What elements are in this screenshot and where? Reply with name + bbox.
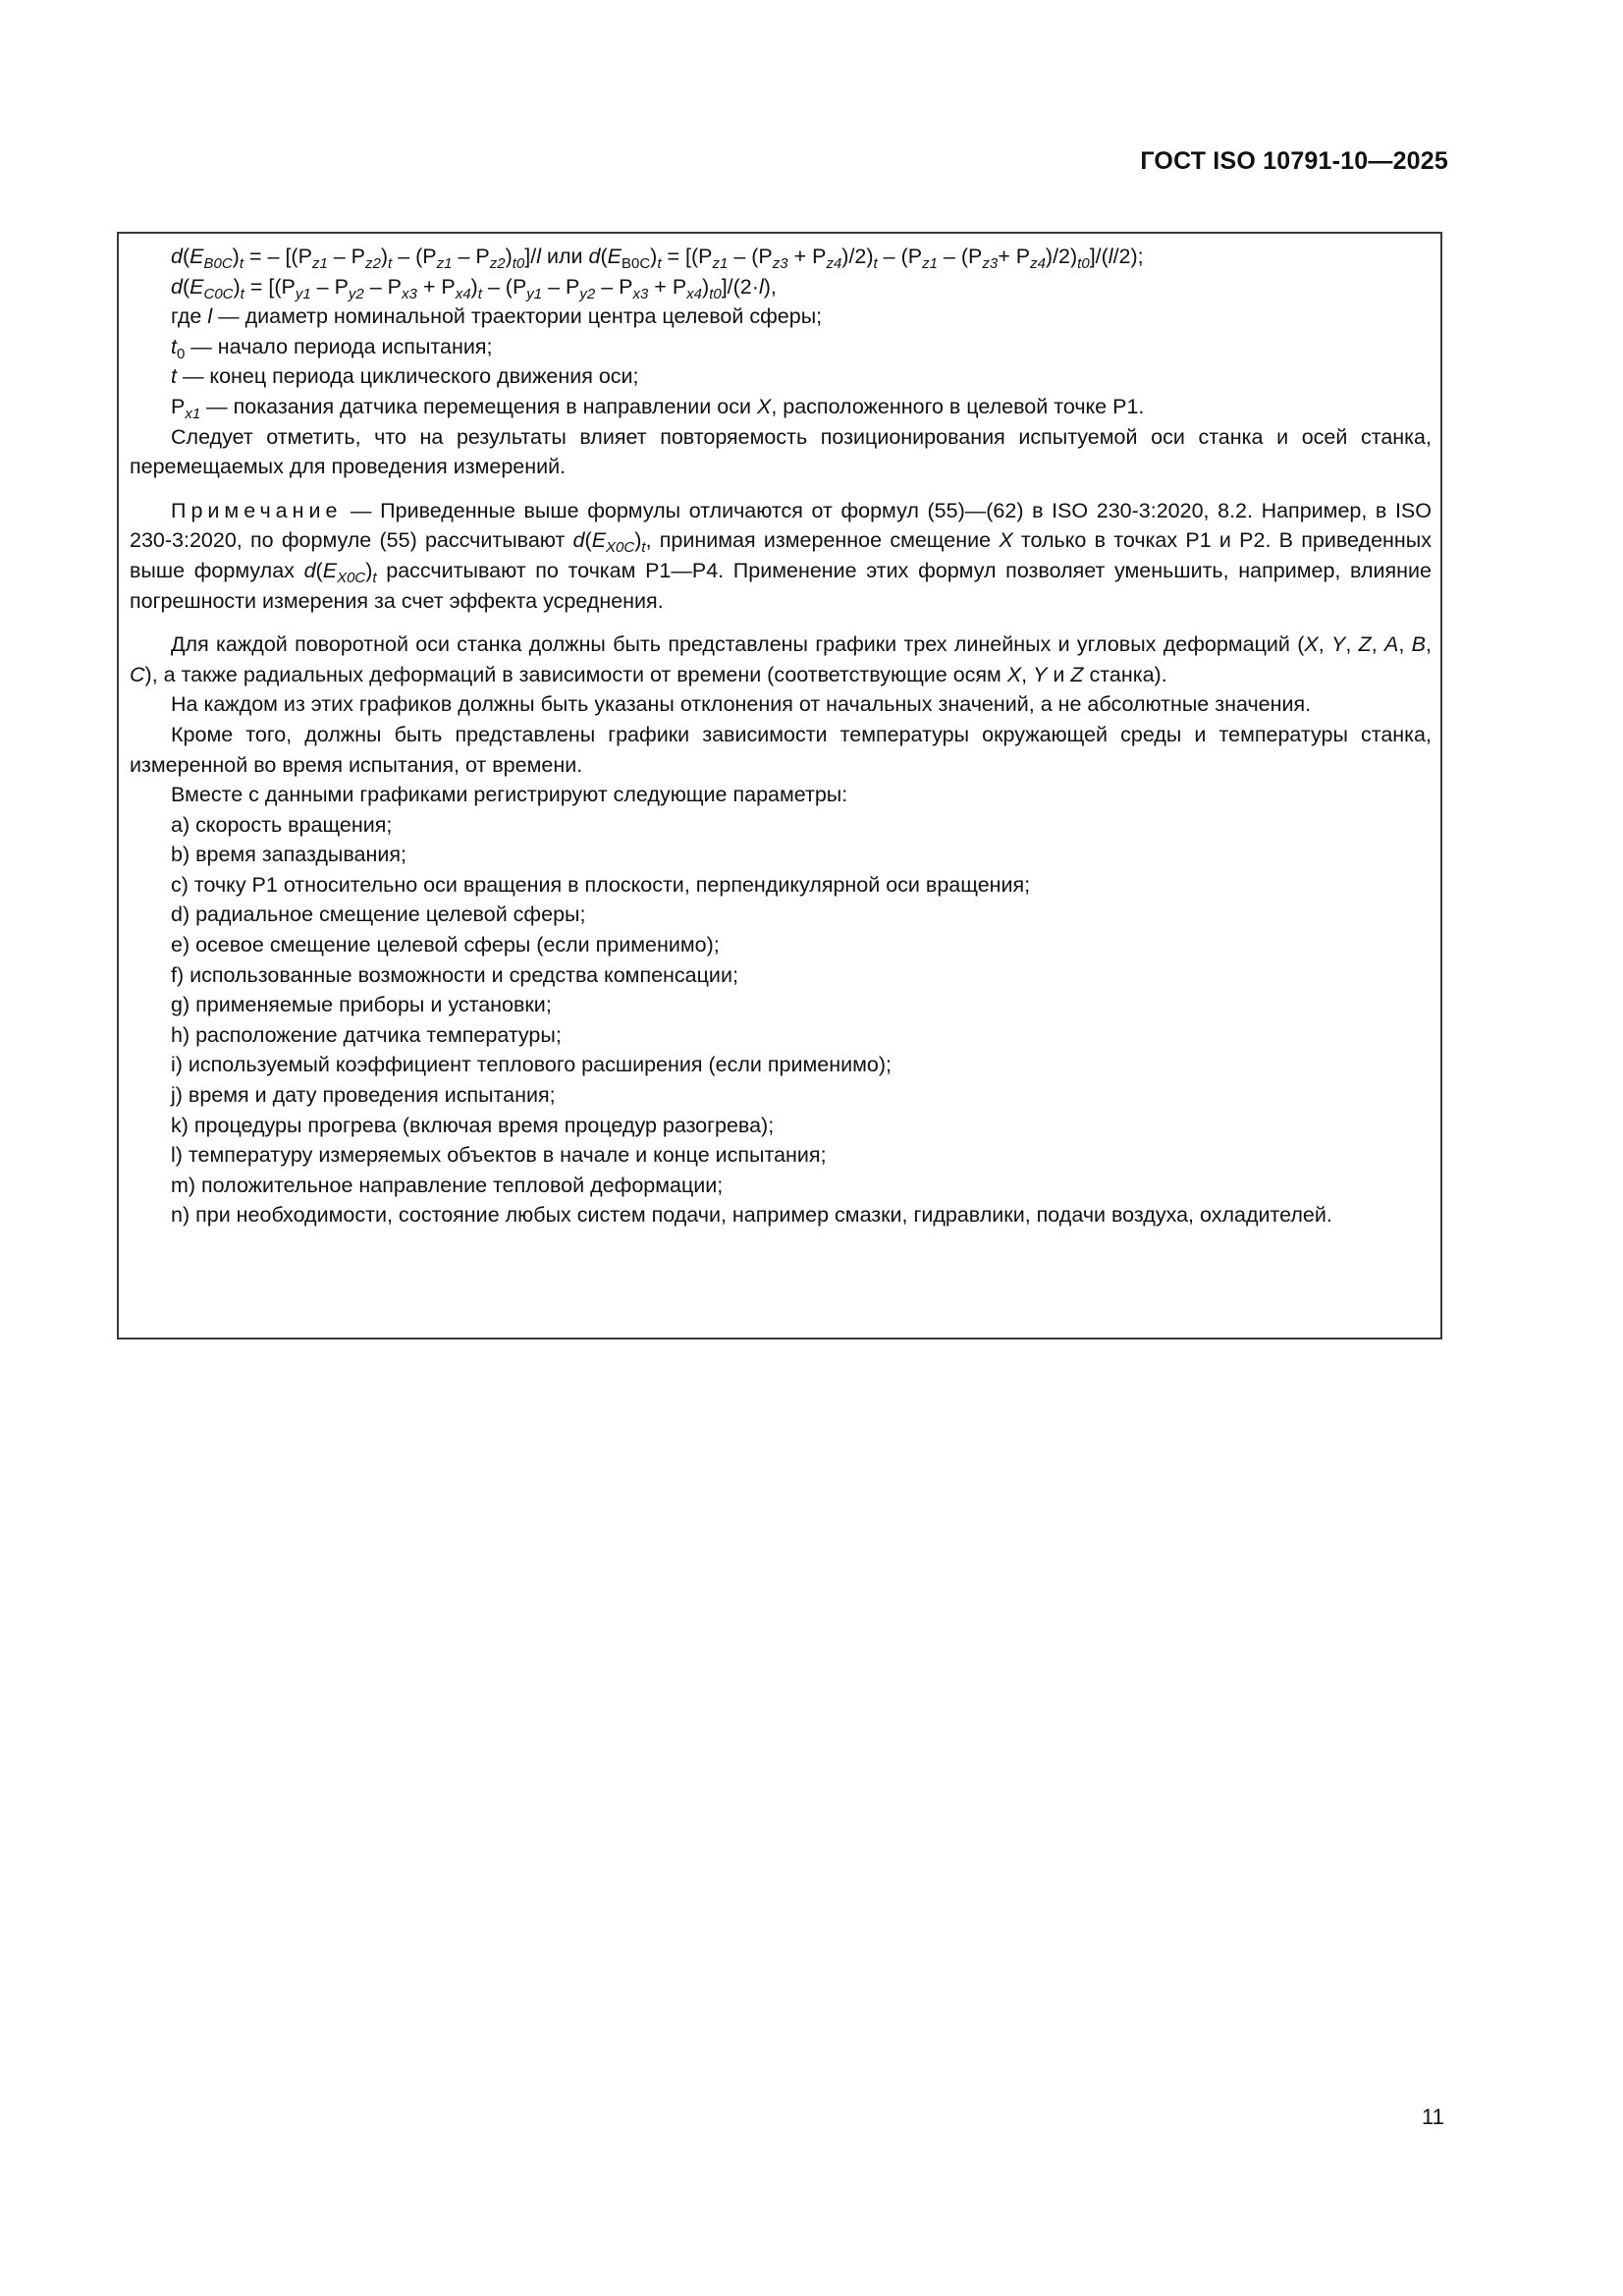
formula-subscript: x4 — [686, 285, 703, 302]
formula-subscript: z1 — [922, 255, 938, 272]
formula-text: ) — [470, 274, 478, 299]
list-item: m) положительное направление тепловой деформации; — [171, 1173, 724, 1197]
list-item: h) расположение датчика температуры; — [171, 1022, 562, 1047]
formula-text: ) — [650, 245, 658, 268]
formula-text: – (P — [937, 245, 983, 268]
content-frame — [117, 232, 1442, 1339]
document-code-header: ГОСТ ISO 10791-10—2025 — [1140, 147, 1448, 175]
list-item: b) время запаздывания; — [171, 843, 407, 867]
formula-subscript: t — [657, 255, 662, 272]
formula-text: ( — [182, 274, 190, 299]
formula-text: E — [607, 245, 622, 268]
formula-text: ( — [182, 245, 190, 268]
formula-subscript: z3 — [982, 255, 999, 272]
list-item: l) температуру измеряемых объектов в начале и конце испытания; — [171, 1143, 827, 1168]
formula-text: – P — [595, 274, 633, 299]
formula-subscript: z2 — [365, 255, 381, 272]
note-paragraph: Примечание — Приведенные выше формулы отличаются от формул (55)—(62) в ISO 230-3:2020, 8.2. Например, в ISO 230-3:2020, по формуле (55) рассчитывают $d(E_{X0C})_t$, принимая измеренное смещение X только в точках P1 и P2. В приведенных выше формулах $d(E_{X0C})_t$ рассчитывают по точкам P1—P4. Применение этих формул позволяет уменьшить, например, влияние погрешности измерения за счет эффекта усреднения. — [130, 498, 1433, 613]
formula-text: ) — [702, 274, 710, 299]
formula-text: )/2) — [1045, 245, 1078, 268]
formula-text: = [(P — [661, 245, 713, 268]
list-item: c) точку P1 относительно оси вращения в плоскости, перпендикулярной оси вращения; — [171, 872, 1031, 897]
formula-subscript: t0 — [1077, 255, 1090, 272]
formula-text: – P — [310, 274, 349, 299]
formula-subscript: x4 — [455, 285, 471, 302]
formula-subscript: t — [477, 285, 482, 302]
formula-text: – (P — [877, 245, 923, 268]
formula-subscript: t0 — [512, 255, 525, 272]
formula-text: l — [758, 274, 764, 299]
formula-subscript: z1 — [311, 255, 328, 272]
formula-subscript: B0C — [203, 255, 233, 272]
formula-subscript: z2 — [489, 255, 506, 272]
definition-px1: $P_{x1}$ — показания датчика перемещения в направлении оси X, расположенного в целевой точке P1. — [171, 394, 1145, 422]
formula-text: – P — [327, 245, 366, 268]
formula-text: ]/(2· — [721, 274, 759, 299]
formula-text: = [(P — [243, 274, 296, 299]
formula-text: ), — [763, 274, 777, 299]
list-item: g) применяемые приборы и установки; — [171, 993, 552, 1017]
formula-line-1 — [130, 242, 1432, 272]
page-number: 11 — [1422, 2105, 1444, 2129]
formula-text: + P — [416, 274, 456, 299]
paragraph-temperature: Кроме того, должны быть представлены графики зависимости температуры окружающей среды и температуры станка, измеренной во время испытания, от времени. — [130, 722, 1432, 777]
list-item: k) процедуры прогрева (включая время процедур разогрева); — [171, 1113, 775, 1137]
formula-subscript: y2 — [348, 285, 364, 302]
formula-subscript: z3 — [772, 255, 788, 272]
formula-text: ) — [233, 274, 241, 299]
paragraph-repeatability: Следует отметить, что на результаты влияет повторяемость позиционирования испытуемой оси станка и осей станка, перемещаемых для проведения измерений. — [130, 424, 1432, 479]
formula-text: ]/( — [1089, 245, 1109, 268]
formula-line-2 — [130, 272, 1432, 302]
formula-text: или — [540, 245, 589, 268]
formula-text: – P — [363, 274, 403, 299]
formula-text: = – [(P — [243, 245, 312, 268]
formula-text: – P — [452, 245, 490, 268]
formula-subscript: z1 — [712, 255, 729, 272]
formula-text: ) — [380, 245, 389, 268]
formula-text: E — [189, 245, 204, 268]
formula-subscript: x3 — [632, 285, 649, 302]
formula-text: + P — [998, 245, 1031, 268]
formula-text: + P — [787, 245, 827, 268]
formula-subscript: z1 — [436, 255, 453, 272]
formula-text: )/2) — [841, 245, 874, 268]
formula-subscript: x3 — [402, 285, 417, 302]
formula-subscript: z4 — [1030, 255, 1046, 272]
formula-text: l — [536, 245, 541, 268]
formula-subscript: t — [240, 285, 244, 302]
definition-t0: $t_0$ — начало периода испытания; — [171, 334, 493, 362]
list-item: i) используемый коэффициент теплового расширения (если применимо); — [171, 1053, 893, 1077]
formula-text: d — [171, 245, 183, 268]
definition-t: t — конец периода циклического движения оси; — [171, 364, 639, 389]
formula-text: ) — [505, 245, 513, 268]
formula-text: – (P — [481, 274, 527, 299]
formula-subscript: t — [388, 255, 393, 272]
formula-text: – P — [542, 274, 580, 299]
paragraph-deviation: На каждом из этих графиков должны быть указаны отклонения от начальных значений, а не абсолютные значения. — [171, 692, 1312, 717]
definition-l: где l — диаметр номинальной траектории центра целевой сферы; — [171, 304, 823, 329]
formula-text: ]/ — [524, 245, 537, 268]
formula-text: ) — [232, 245, 240, 268]
formula-text: – (P — [728, 245, 773, 268]
formula-text: l — [1108, 245, 1113, 268]
paragraph-graphs: Для каждой поворотной оси станка должны быть представлены графики трех линейных и угловых деформаций (X, Y, Z, A, B, C), а также радиальных деформаций в зависимости от времени (соответствующие осям X, Y и Z станка). — [130, 632, 1432, 686]
list-item-last: n) при необходимости, состояние любых систем подачи, например смазки, гидравлики, подачи воздуха, охладителей. — [171, 1203, 1332, 1228]
formula-text: d — [588, 245, 601, 268]
formula-text: – (P — [392, 245, 437, 268]
list-item: d) радиальное смещение целевой сферы; — [171, 902, 586, 927]
list-item: a) скорость вращения; — [171, 812, 393, 837]
formula-text: E — [189, 274, 204, 299]
formula-text: ( — [600, 245, 608, 268]
formula-subscript: C0C — [203, 285, 234, 302]
formula-subscript: t0 — [709, 285, 722, 302]
paragraph-parameters: Вместе с данными графиками регистрируют следующие параметры: — [171, 783, 848, 807]
list-item: f) использованные возможности и средства компенсации; — [171, 962, 738, 987]
note-label: Примечание — [171, 498, 343, 522]
formula-subscript: y1 — [295, 285, 311, 302]
formula-subscript: y2 — [579, 285, 596, 302]
formula-subscript: t — [873, 255, 878, 272]
formula-subscript: B0C — [621, 255, 651, 272]
formula-subscript: y1 — [526, 285, 543, 302]
list-item: j) время и дату проведения испытания; — [171, 1083, 556, 1108]
list-item: e) осевое смещение целевой сферы (если применимо); — [171, 933, 720, 957]
formula-text: d — [171, 274, 183, 299]
formula-text: + P — [648, 274, 687, 299]
formula-subscript: z4 — [826, 255, 842, 272]
formula-text: /2); — [1112, 245, 1144, 268]
formula-subscript: t — [239, 255, 244, 272]
